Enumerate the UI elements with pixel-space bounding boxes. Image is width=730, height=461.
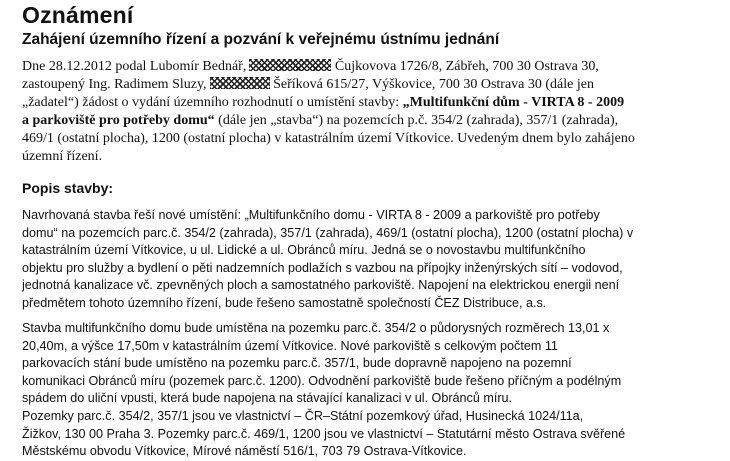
paragraph-line: domu“ na pozemcích parc.č. 354/2 (zahrada), 357/1 (zahrada), 469/1 (ostatní plocha), 1200 (ostatní plocha) v [22, 225, 634, 240]
intro-line [22, 94, 722, 112]
intro-rep-address: Šeříková 615/27, Výškovice, 700 30 Ostrava 30 (dále jen [273, 77, 594, 92]
redaction-mark [249, 59, 331, 71]
paragraph-line: Městskému obvodu Vítkovice, Mírové náměstí 516/1, 703 79 Ostrava-Vítkovice. [22, 444, 467, 459]
paragraph-line: spádem do uliční vpusti, která bude napojena na stávající kanalizaci v ul. Obránců míru. [22, 391, 513, 406]
paragraph-line: objektu pro služby a bydlení o pěti nadzemních podlažích s vazbou na přípojky inženýrských sítí – vodovod, [22, 260, 623, 275]
project-name-cont: a parkoviště pro potřeby domu“ [22, 113, 215, 128]
redaction-mark [210, 77, 270, 89]
paragraph-line: Pozemky parc.č. 354/2, 357/1 jsou ve vlastnictví – ČR–Státní pozemkový úřad, Husinecká 1024/11a, [22, 409, 584, 423]
paragraph-line: Navrhovaná stavba řeší nové umístění: „Multifunkčního domu - VIRTA 8 - 2009 a parkoviště pro potřeby [22, 208, 600, 222]
ownership-paragraph [22, 408, 722, 461]
paragraph-line: jednotná kanalizace vč. zpevněných ploch a samostatného parkoviště. Napojení na elektrickou energii není [22, 278, 620, 293]
intro-representative: zastoupený Ing. Radimem Sluzy, [22, 77, 207, 92]
project-name: „Multifunkční dům - VIRTA 8 - 2009 [402, 95, 625, 110]
description-paragraph-2 [22, 320, 722, 408]
paragraph-line: parkovacích stání bude umístěno na pozemku parc.č. 357/1, bude dopravně napojeno na pozemní [22, 356, 572, 371]
intro-line: územní řízení. [22, 149, 103, 164]
intro-line [22, 112, 722, 130]
intro-parcels: (dále jen „stavba“) na pozemcích p.č. 354/2 (zahrada), 357/1 (zahrada), [218, 113, 619, 128]
intro-paragraph [22, 58, 722, 166]
paragraph-line: katastrálním území Vítkovice, u ul. Lidické a ul. Obránců míru. Jedná se o novostavbu multifunkčního [22, 243, 586, 258]
paragraph-line: Žižkov, 130 00 Praha 3. Pozemky parc.č. 469/1, 1200 jsou ve vlastnictví – Statutární město Ostrava svěřené [22, 426, 626, 441]
page-title: Oznámení [22, 2, 134, 28]
page-subtitle: Zahájení územního řízení a pozvání k veřejnému ústnímu jednání [22, 31, 500, 48]
intro-address: Čujkovova 1726/8, Zábřeh, 700 30 Ostrava 30, [334, 59, 599, 74]
paragraph-line: komunikaci Obránců míru (pozemek parc.č. 1200). Odvodnění parkoviště bude řešeno příčným a podélným [22, 373, 622, 388]
intro-line [22, 76, 722, 94]
intro-line: 469/1 (ostatní plocha), 1200 (ostatní plocha) v katastrálním území Vítkovice. Uvedeným dnem bylo zahájeno [22, 131, 635, 146]
intro-applicant: Dne 28.12.2012 podal Lubomír Bednář, [22, 59, 247, 74]
description-paragraph-1 [22, 207, 722, 313]
paragraph-line: Stavba multifunkčního domu bude umístěna na pozemku parc.č. 354/2 o půdorysných rozměrech 13,01 x [22, 321, 610, 335]
paragraph-line: předmětem tohoto územního řízení, bude řešeno samostatně společností ČEZ Distribuce, a.s. [22, 295, 547, 310]
paragraph-line: 20,40m, a výšce 17,50m v katastrálním území Vítkovice. Nové parkoviště s celkovým počtem 11 [22, 338, 558, 353]
section-heading: Popis stavby: [22, 180, 114, 196]
intro-request: „žadatel“) žádost o vydání územního rozhodnutí o umístění stavby: [22, 95, 400, 110]
intro-line [22, 58, 722, 76]
